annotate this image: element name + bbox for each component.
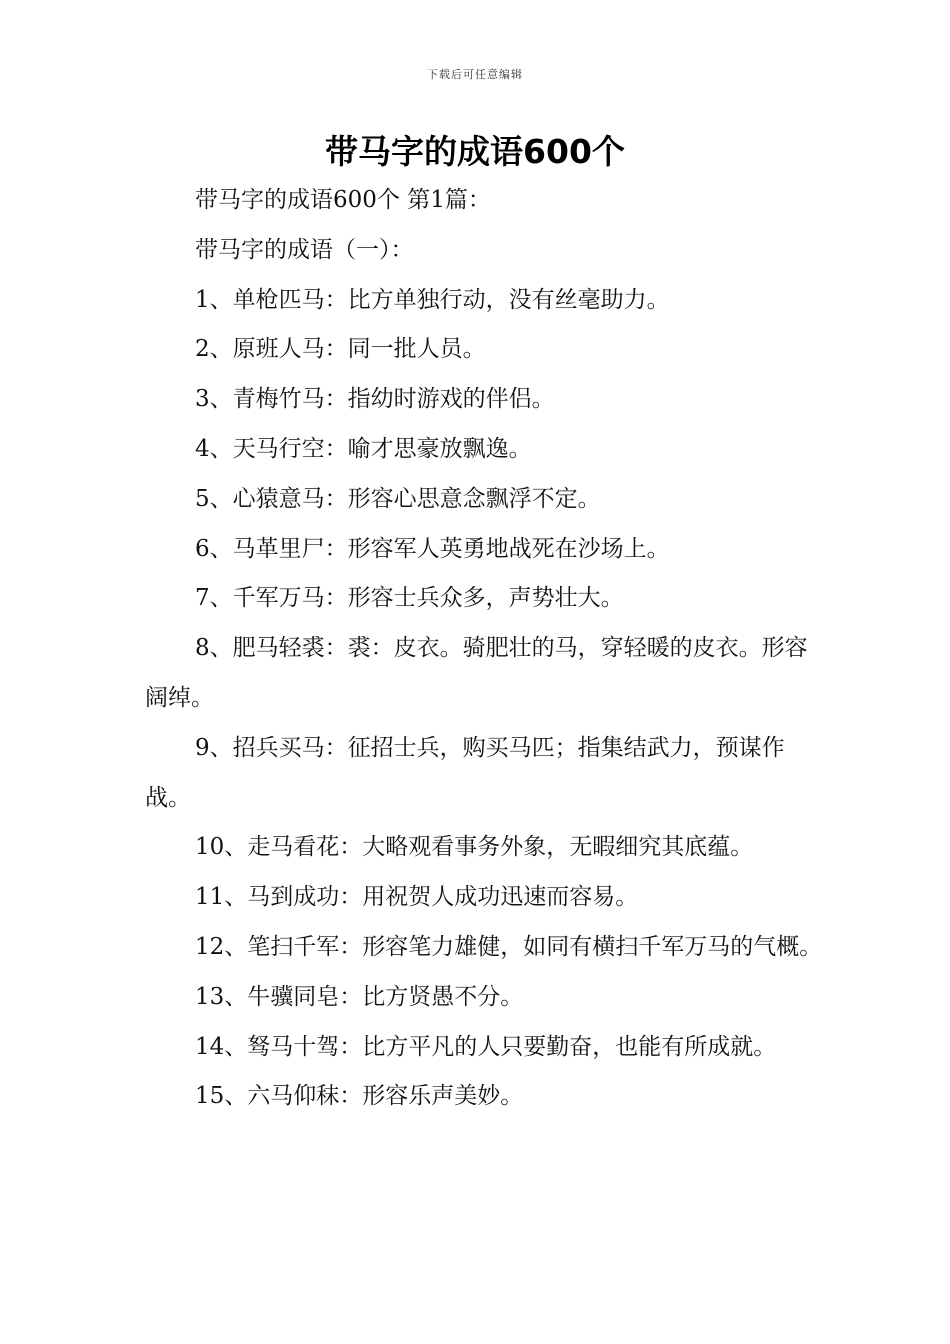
idiom-entry: 6、马革里尸：形容军人英勇地战死在沙场上。	[195, 535, 670, 562]
idiom-entry: 9、招兵买马：征招士兵，购买马匹；指集结武力，预谋作战。	[145, 734, 785, 811]
idiom-entry: 4、天马行空：喻才思豪放飘逸。	[195, 435, 532, 462]
idiom-entry: 8、肥马轻裘：裘：皮衣。骑肥壮的马，穿轻暖的皮衣。形容阔绰。	[145, 635, 808, 711]
idiom-entry: 11、马到成功：用祝贺人成功迅速而容易。	[195, 884, 639, 911]
idiom-entry: 2、原班人马：同一批人员。	[195, 336, 486, 363]
document-body	[145, 176, 825, 1122]
subsection-heading: 带马字的成语（一）：	[195, 236, 414, 263]
idiom-entry: 14、驽马十驾：比方平凡的人只要勤奋，也能有所成就。	[195, 1033, 777, 1060]
document-title: 带马字的成语600个	[325, 132, 625, 171]
section-heading: 带马字的成语600个 第1篇：	[195, 187, 491, 213]
idiom-entry: 5、心猿意马：形容心思意念飘浮不定。	[195, 485, 601, 512]
idiom-entry: 13、牛骥同皂：比方贤愚不分。	[195, 983, 524, 1010]
idiom-entry: 15、六马仰秣：形容乐声美妙。	[195, 1083, 524, 1110]
idiom-entry: 7、千军万马：形容士兵众多，声势壮大。	[195, 585, 624, 612]
idiom-entry: 12、笔扫千军：形容笔力雄健，如同有横扫千军万马的气概。	[195, 933, 823, 960]
idiom-entry: 1、单枪匹马：比方单独行动，没有丝毫助力。	[195, 286, 670, 313]
header-note: 下载后可任意编辑	[427, 68, 523, 81]
idiom-entry: 3、青梅竹马：指幼时游戏的伴侣。	[195, 386, 555, 413]
idiom-entry: 10、走马看花：大略观看事务外象，无暇细究其底蕴。	[195, 834, 754, 861]
